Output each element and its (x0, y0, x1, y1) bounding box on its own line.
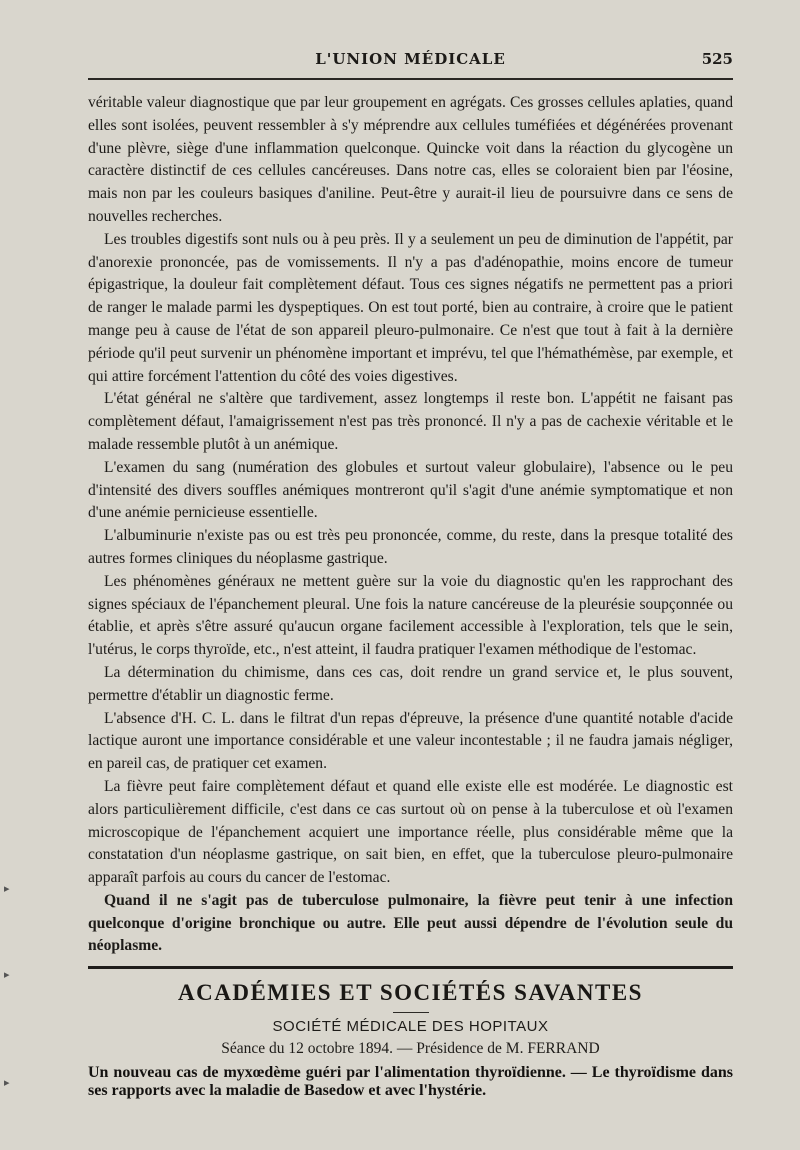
paragraph: L'examen du sang (numération des globules et surtout valeur globulaire), l'absence ou le peu d'intensité des divers souffles anémiques montreront qu'il s'agit d'une anémie symptomatique et non d'une anémie pernicieuse essentielle. (88, 458, 733, 522)
page-header (88, 50, 733, 74)
seance-line: Séance du 12 octobre 1894. — Présidence de M. FERRAND (221, 1040, 600, 1057)
margin-arrow-icon: ▸ (4, 882, 10, 895)
margin-arrow-icon: ▸ (4, 968, 10, 981)
society-name: SOCIÉTÉ MÉDICALE DES HOPITAUX (272, 1018, 549, 1035)
paragraph: La détermination du chimisme, dans ces cas, doit rendre un grand service et, le plus souvent, permettre d'établir un diagnostic ferme. (88, 663, 733, 704)
article-title: Un nouveau cas de myxœdème guéri par l'alimentation thyroïdienne. — Le thyroïdisme dans ses rapports avec la maladie de Basedow et avec l'hystérie. (88, 1064, 733, 1099)
paragraph: Les troubles digestifs sont nuls ou à peu près. Il y a seulement un peu de diminution de l'appétit, par d'anorexie prononcée, pas de vomissements. Il n'y a pas d'adénopathie, moins encore de tumeur épigastrique, la douleur fait complètement défaut. Tous ces signes négatifs ne permettent pas a priori de ranger le malade parmi les dyspeptiques. On est tout porté, bien au contraire, à croire que le patient mange peu à cause de l'état de son appareil pleuro-pulmonaire. Ce n'est que tout à fait à la dernière période qu'il peut survenir un phénomène important et imprévu, tel que l'hémathémèse, par exemple, et qui attire forcément l'attention du côté des voies digestives. (88, 230, 733, 385)
paragraph: véritable valeur diagnostique que par leur groupement en agrégats. Ces grosses cellules aplaties, quand elles sont isolées, peuvent ressembler à s'y méprendre aux cellules tuméfiées et dégénérées provenant d'une plèvre, siège d'une inflammation quelconque. Quincke voit dans la réaction du glycogène un caractère distinctif de ces cellules cancéreuses. Dans notre cas, elles se coloraient bien par l'éosine, mais non par les couleurs basiques d'aniline. Peut-être y aurait-il lieu de poursuivre dans ce sens de nouvelles recherches. (88, 94, 733, 225)
running-title: L'UNION MÉDICALE (315, 50, 506, 68)
page-number: 525 (701, 50, 733, 68)
paragraph: L'albuminurie n'existe pas ou est très peu prononcée, comme, du reste, dans la presque totalité des autres formes cliniques du néoplasme gastrique. (88, 527, 733, 567)
paragraph: La fièvre peut faire complètement défaut et quand elle existe elle est modérée. Le diagnostic est alors particulièrement difficile, c'est dans ce cas surtout où on pense à la tuberculose et où l'examen microscopique de l'épanchement acquiert une importance réelle, plus considérable même que la constatation d'un néoplasme gastrique, on sait bien, en effet, que la tuberculose pleuro-pulmonaire apparaît parfois au cours du cancer de l'estomac. (88, 777, 733, 887)
section-title: ACADÉMIES ET SOCIÉTÉS SAVANTES (178, 980, 643, 1005)
paragraph: Les phénomènes généraux ne mettent guère sur la voie du diagnostic qu'en les rapprochant des signes spéciaux de l'épanchement pleural. Une fois la nature cancéreuse de la pleurésie soupçonnée ou établie, et après s'être assuré qu'aucun organe facilement accessible à l'exploration, tels que le sein, l'utérus, le corps thyroïde, etc., n'est atteint, il faudra pratiquer l'examen méthodique de l'estomac. (88, 572, 733, 659)
paragraph: L'absence d'H. C. L. dans le filtrat d'un repas d'épreuve, la présence d'une quantité notable d'acide lactique auront une importance considérable et une valeur incontestable ; il ne faudra jamais négliger, en pareil cas, de pratiquer cet examen. (88, 709, 733, 773)
paragraph: Quand il ne s'agit pas de tuberculose pulmonaire, la fièvre peut tenir à une infection quelconque d'origine bronchique ou autre. Elle peut aussi dépendre de l'évolution seule du néoplasme. (88, 891, 733, 955)
section-divider (88, 966, 733, 969)
paragraph: L'état général ne s'altère que tardivement, assez longtemps il reste bon. L'appétit ne faisant pas complètement défaut, l'amaigrissement n'est pas très prononcé. Il n'y a pas de cachexie véritable et le malade ressemble plutôt à un anémique. (88, 390, 733, 453)
short-divider (393, 1012, 429, 1013)
margin-arrow-icon: ▸ (4, 1076, 10, 1089)
header-rule (88, 78, 733, 80)
article-body (88, 92, 733, 958)
